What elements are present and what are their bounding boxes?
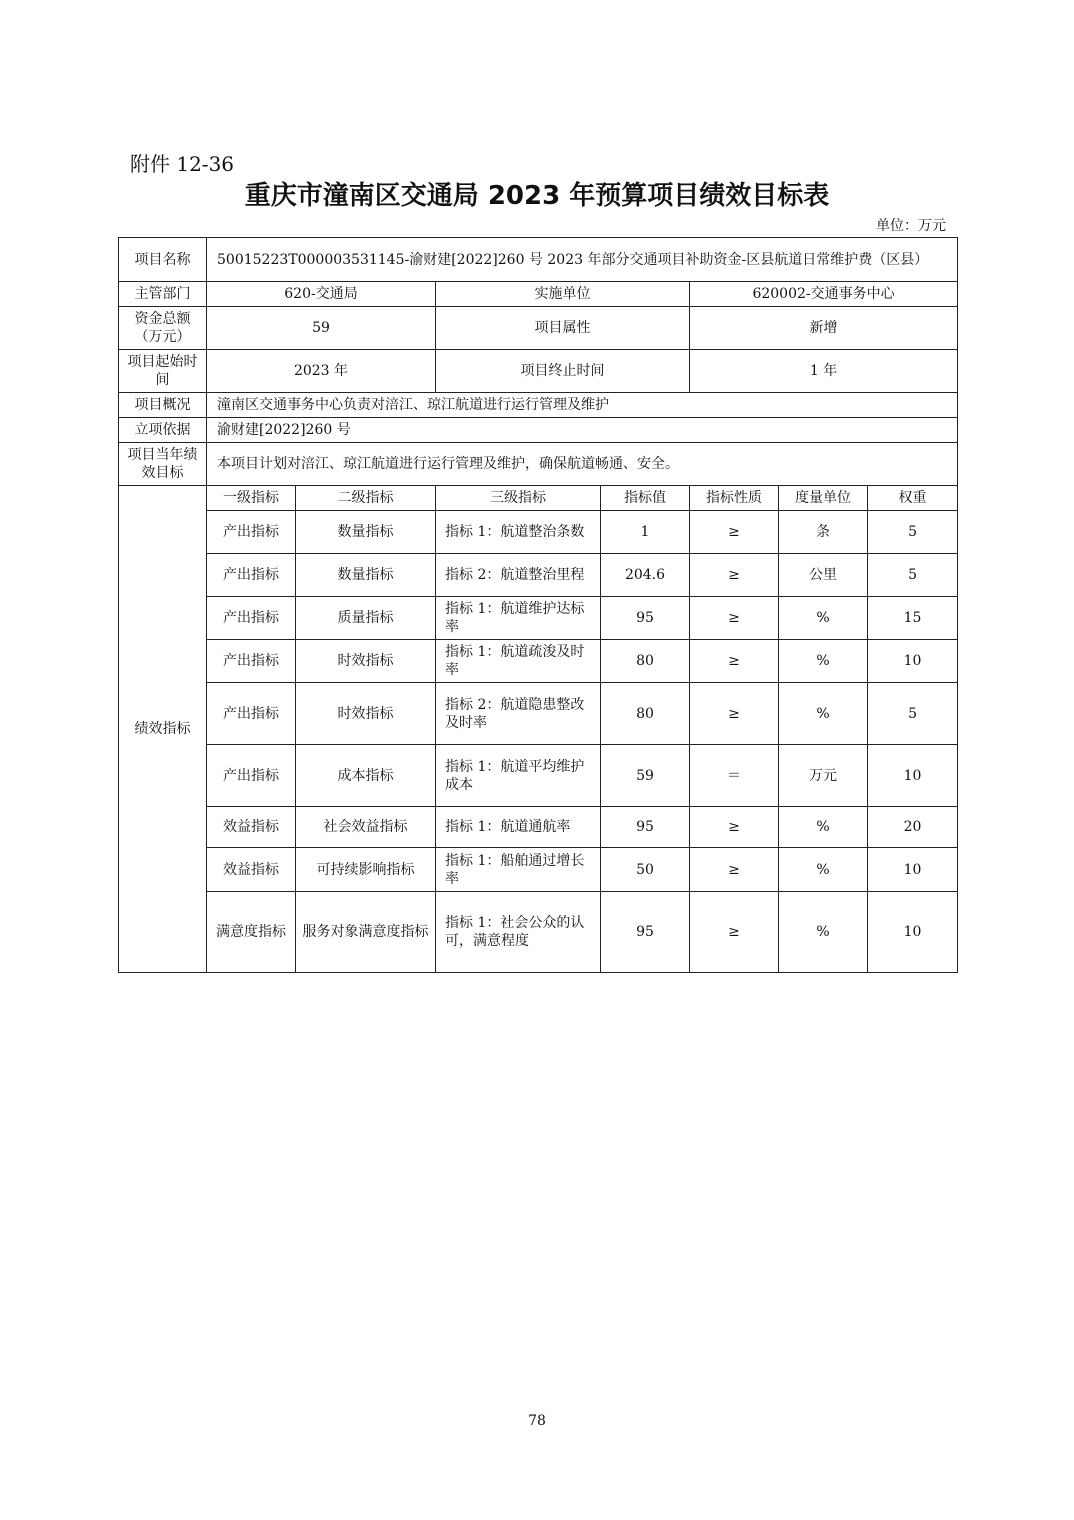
level1-cell: 产出指标 [207, 640, 296, 683]
indicator-row [119, 892, 958, 973]
start-label: 项目起始时间 [119, 350, 207, 393]
weight-cell: 5 [868, 511, 958, 554]
level2-cell: 成本指标 [296, 745, 436, 807]
attachment-label: 附件 12-36 [130, 152, 235, 176]
unit-cell: % [779, 597, 868, 640]
level2-cell: 数量指标 [296, 511, 436, 554]
dept-value: 620-交通局 [207, 282, 436, 307]
page-number: 78 [528, 1413, 546, 1429]
nature-cell: ≥ [690, 511, 779, 554]
dept-label: 主管部门 [119, 282, 207, 307]
indicator-row [119, 683, 958, 745]
indicator-row [119, 745, 958, 807]
level2-cell: 社会效益指标 [296, 807, 436, 848]
weight-cell: 15 [868, 597, 958, 640]
document-title: 重庆市潼南区交通局 2023 年预算项目绩效目标表 [244, 181, 830, 211]
level1-cell: 产出指标 [207, 597, 296, 640]
header-nature: 指标性质 [690, 486, 779, 511]
indicator-row [119, 597, 958, 640]
basis-value: 渝财建[2022]260 号 [207, 418, 958, 443]
weight-cell: 20 [868, 807, 958, 848]
unit-cell: 条 [779, 511, 868, 554]
project-name-value: 50015223T000003531145-渝财建[2022]260 号 2023 年部分交通项目补助资金-区县航道日常维护费（区县） [207, 238, 958, 282]
level2-cell: 时效指标 [296, 640, 436, 683]
impl-value: 620002-交通事务中心 [690, 282, 958, 307]
weight-cell: 10 [868, 892, 958, 973]
end-label: 项目终止时间 [436, 350, 690, 393]
nature-cell: ≥ [690, 848, 779, 892]
unit-note: 单位：万元 [876, 218, 946, 234]
basis-label: 立项依据 [119, 418, 207, 443]
level3-cell: 指标 1：社会公众的认可，满意程度 [436, 892, 601, 973]
row-overview [119, 393, 958, 418]
level3-cell: 指标 2：航道隐患整改及时率 [436, 683, 601, 745]
level1-cell: 满意度指标 [207, 892, 296, 973]
row-period [119, 350, 958, 393]
weight-cell: 10 [868, 745, 958, 807]
unit-cell: % [779, 892, 868, 973]
value-cell: 204.6 [601, 554, 690, 597]
value-cell: 1 [601, 511, 690, 554]
nature-cell: ≥ [690, 554, 779, 597]
row-project-name [119, 238, 958, 282]
overview-label: 项目概况 [119, 393, 207, 418]
level3-cell: 指标 1：航道疏浚及时率 [436, 640, 601, 683]
indicators-section-label: 绩效指标 [119, 486, 207, 973]
indicator-row [119, 848, 958, 892]
level3-cell: 指标 1：船舶通过增长率 [436, 848, 601, 892]
attr-label: 项目属性 [436, 307, 690, 350]
impl-label: 实施单位 [436, 282, 690, 307]
unit-cell: % [779, 683, 868, 745]
indicator-row [119, 807, 958, 848]
value-cell: 50 [601, 848, 690, 892]
nature-cell: ＝ [690, 745, 779, 807]
value-cell: 80 [601, 640, 690, 683]
nature-cell: ≥ [690, 807, 779, 848]
row-funds [119, 307, 958, 350]
level2-cell: 数量指标 [296, 554, 436, 597]
level2-cell: 可持续影响指标 [296, 848, 436, 892]
nature-cell: ≥ [690, 597, 779, 640]
level1-cell: 产出指标 [207, 683, 296, 745]
indicator-row [119, 640, 958, 683]
level3-cell: 指标 2：航道整治里程 [436, 554, 601, 597]
level3-cell: 指标 1：航道通航率 [436, 807, 601, 848]
funds-label: 资金总额（万元） [119, 307, 207, 350]
nature-cell: ≥ [690, 640, 779, 683]
level1-cell: 产出指标 [207, 511, 296, 554]
project-name-label: 项目名称 [119, 238, 207, 282]
row-department [119, 282, 958, 307]
indicator-row [119, 554, 958, 597]
indicator-header-row [119, 486, 958, 511]
weight-cell: 10 [868, 640, 958, 683]
row-basis [119, 418, 958, 443]
nature-cell: ≥ [690, 892, 779, 973]
header-level2: 二级指标 [296, 486, 436, 511]
level3-cell: 指标 1：航道整治条数 [436, 511, 601, 554]
indicator-row [119, 511, 958, 554]
value-cell: 95 [601, 597, 690, 640]
level3-cell: 指标 1：航道维护达标率 [436, 597, 601, 640]
end-value: 1 年 [690, 350, 958, 393]
level2-cell: 时效指标 [296, 683, 436, 745]
unit-cell: % [779, 807, 868, 848]
value-cell: 80 [601, 683, 690, 745]
header-unit: 度量单位 [779, 486, 868, 511]
nature-cell: ≥ [690, 683, 779, 745]
level1-cell: 效益指标 [207, 848, 296, 892]
performance-target-table [118, 237, 958, 973]
goal-value: 本项目计划对涪江、琼江航道进行运行管理及维护，确保航道畅通、安全。 [207, 443, 958, 486]
unit-cell: % [779, 848, 868, 892]
header-weight: 权重 [868, 486, 958, 511]
level1-cell: 效益指标 [207, 807, 296, 848]
weight-cell: 5 [868, 554, 958, 597]
value-cell: 95 [601, 807, 690, 848]
value-cell: 95 [601, 892, 690, 973]
goal-label: 项目当年绩效目标 [119, 443, 207, 486]
level1-cell: 产出指标 [207, 745, 296, 807]
level2-cell: 服务对象满意度指标 [296, 892, 436, 973]
funds-value: 59 [207, 307, 436, 350]
level3-cell: 指标 1：航道平均维护成本 [436, 745, 601, 807]
header-level3: 三级指标 [436, 486, 601, 511]
header-level1: 一级指标 [207, 486, 296, 511]
header-value: 指标值 [601, 486, 690, 511]
row-annual-goal [119, 443, 958, 486]
weight-cell: 5 [868, 683, 958, 745]
unit-cell: 万元 [779, 745, 868, 807]
level1-cell: 产出指标 [207, 554, 296, 597]
overview-value: 潼南区交通事务中心负责对涪江、琼江航道进行运行管理及维护 [207, 393, 958, 418]
weight-cell: 10 [868, 848, 958, 892]
start-value: 2023 年 [207, 350, 436, 393]
attr-value: 新增 [690, 307, 958, 350]
level2-cell: 质量指标 [296, 597, 436, 640]
unit-cell: % [779, 640, 868, 683]
value-cell: 59 [601, 745, 690, 807]
unit-cell: 公里 [779, 554, 868, 597]
